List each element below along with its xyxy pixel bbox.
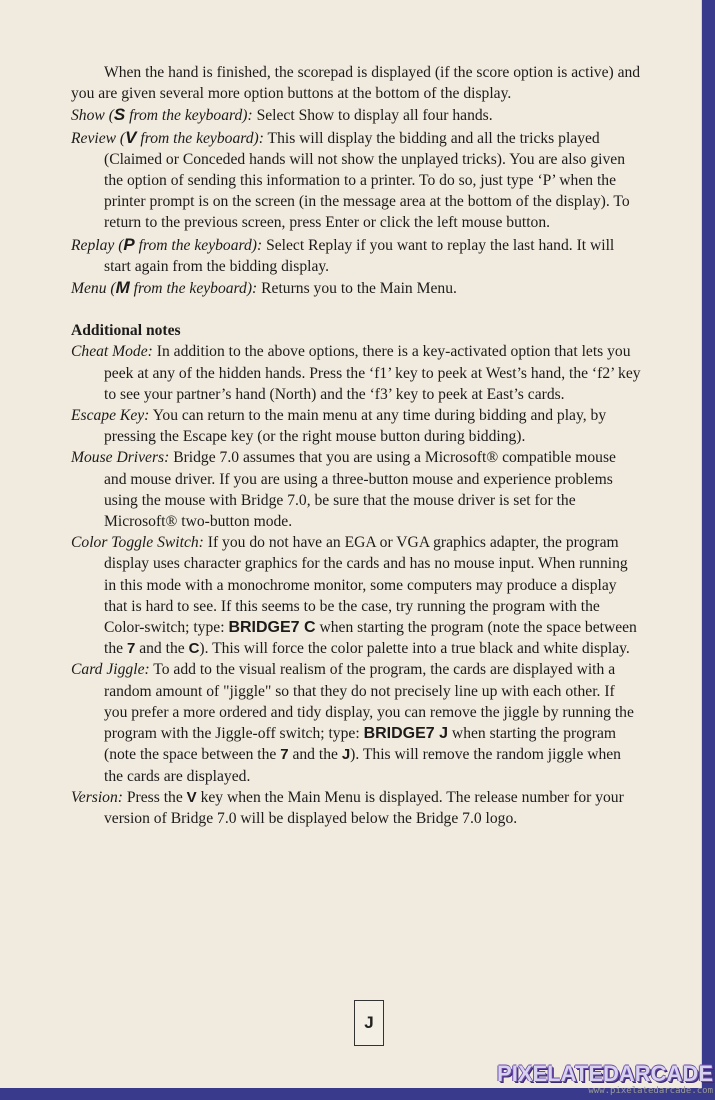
menu-term: Menu (M from the keyboard):	[71, 278, 258, 298]
escape-key-note: Escape Key: You can return to the main menu at any time during bidding and play, by pressing the Escape key (or the right mouse button during bidding).	[71, 407, 607, 446]
color-toggle-note: Color Toggle Switch: If you do not have an EGA or VGA graphics adapter, the program display uses character graphics for the cards and has no mouse input. When running in this mode with a monochrome monitor, some computers may produce a display that is hard to see. If this seems to be the case, try running the program with the Color-switch; type: BRIDGE7 C when starting the program (note the space between the 7 and the C). This will force the color palette into a true black and white display.	[71, 534, 637, 658]
mouse-drivers-note: Mouse Drivers: Bridge 7.0 assumes that you are using a Microsoft® compatible mouse and mouse driver. If you are using a three-button mouse and experience problems using the mouse with Bridge 7.0, be sure that the mouse driver is set for the Microsoft® two-button mode.	[71, 449, 616, 531]
watermark-logo: PIXELATEDARCADE	[497, 1061, 713, 1086]
show-term: Show (S from the keyboard):	[71, 105, 253, 125]
section-heading: Additional notes	[71, 322, 181, 340]
jiggle-command: BRIDGE7 J	[363, 725, 449, 743]
show-option: Show (S from the keyboard): Select Show to display all four hands.	[71, 105, 493, 125]
replay-option: Replay (P from the keyboard): Select Replay if you want to replay the last hand. It will start again from the bidding display.	[71, 234, 615, 275]
escape-term: Escape Key:	[71, 407, 150, 425]
page-label: J	[354, 1000, 384, 1046]
jiggle-term: Card Jiggle:	[71, 661, 150, 679]
replay-term: Replay (P from the keyboard):	[71, 234, 263, 254]
review-term: Review (V from the keyboard):	[71, 127, 264, 147]
card-jiggle-note: Card Jiggle: To add to the visual realism of the program, the cards are displayed with a random amount of "jiggle" so that they do not precisely line up with each other. If you prefer a more ordered and tidy display, you can remove the jiggle by running the program with the Jiggle-off switch; type: BRIDGE7 J when starting the program (note the space between the 7 and the J). This will remove the random jiggle when the cards are displayed.	[71, 661, 634, 785]
review-option: Review (V from the keyboard): This will display the bidding and all the tricks played (Claimed or Conceded hands will not show the unplayed tricks). You are also given the option of sending this information to a printer. To do so, just type ‘P’ when the printer prompt is on the screen (in the message area at the bottom of the display). To return to the previous screen, press Enter or click the left mouse button.	[71, 127, 630, 232]
watermark	[497, 1062, 713, 1096]
intro-paragraph: When the hand is finished, the scorepad is displayed (if the score option is active) and you are given several more option buttons at the bottom of the display.	[71, 64, 641, 103]
color-command: BRIDGE7 C	[228, 619, 316, 637]
color-term: Color Toggle Switch:	[71, 534, 204, 552]
mouse-term: Mouse Drivers:	[71, 449, 170, 467]
page-content	[71, 62, 641, 829]
menu-option: Menu (M from the keyboard): Returns you to the Main Menu.	[71, 278, 457, 298]
watermark-url: www.pixelatedarcade.com	[588, 1086, 713, 1096]
version-note: Version: Press the V key when the Main Menu is displayed. The release number for your version of Bridge 7.0 will be displayed below the Bridge 7.0 logo.	[71, 788, 624, 827]
cheat-term: Cheat Mode:	[71, 343, 153, 361]
version-term: Version:	[71, 788, 123, 806]
cheat-mode-note: Cheat Mode: In addition to the above options, there is a key-activated option that lets you peek at any of the hidden hands. Press the ‘f1’ key to peek at West’s hand, the ‘f2’ key to see your partner’s hand (North) and the ‘f3’ key to peek at East’s cards.	[71, 343, 641, 403]
